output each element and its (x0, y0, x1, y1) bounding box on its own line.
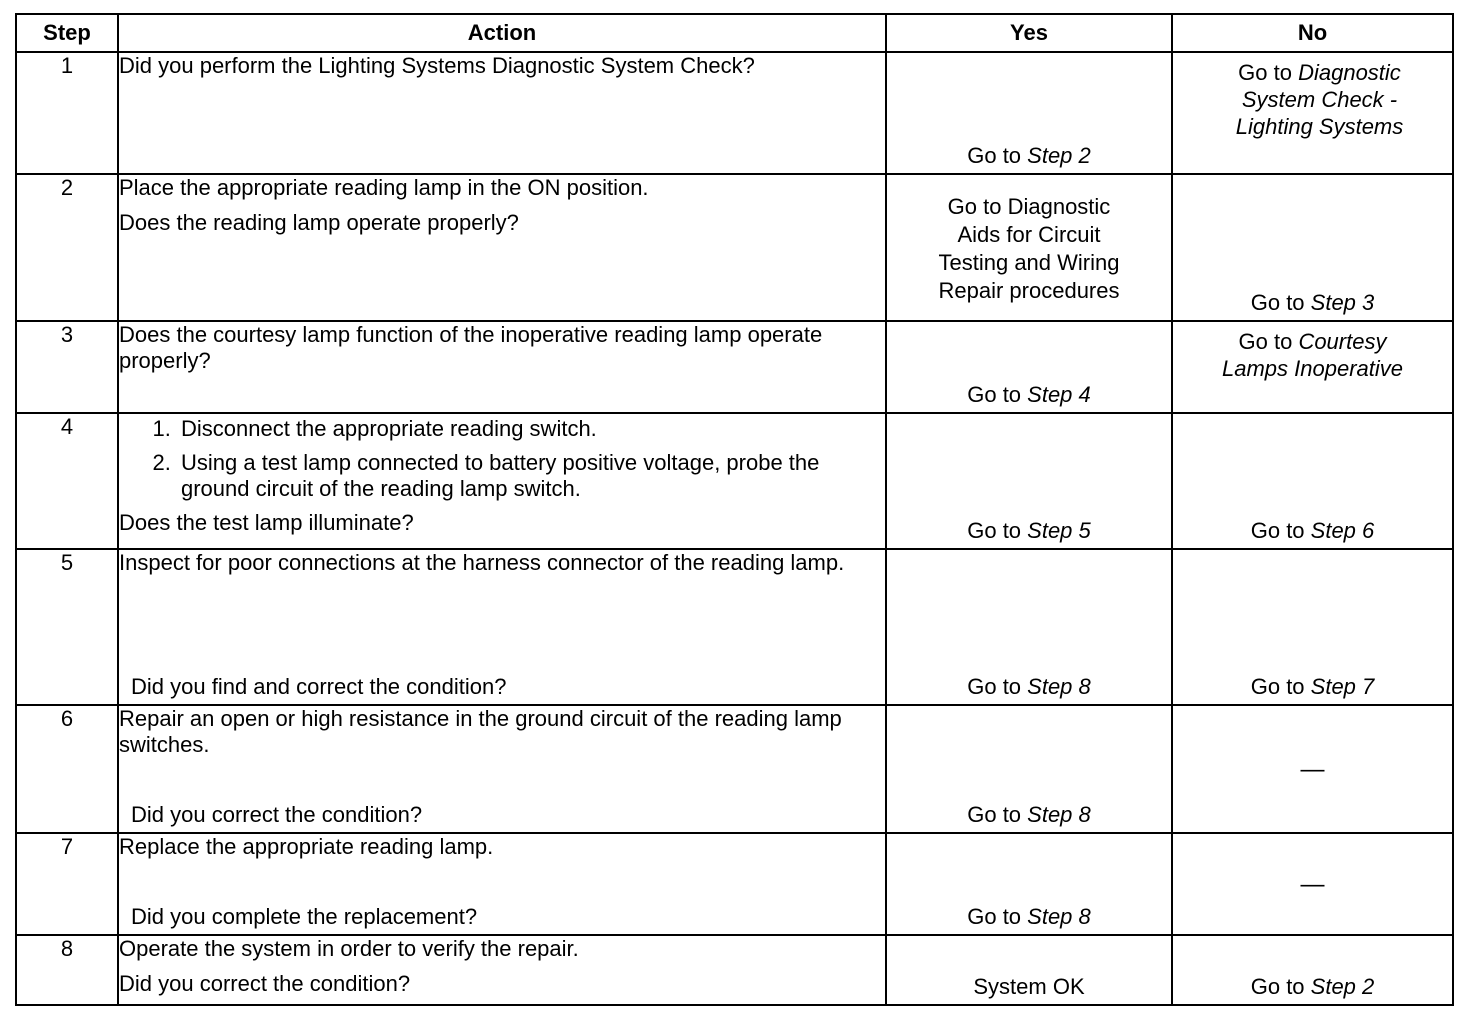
header-row (16, 14, 1453, 52)
action-steps-list (119, 416, 885, 502)
no-cell (1172, 321, 1453, 413)
action-question: Did you complete the replacement? (131, 904, 478, 929)
action-cell (118, 935, 886, 1005)
header-action: Action (118, 14, 886, 52)
no-link[interactable]: Go to Step 2 (1250, 974, 1375, 999)
action-cell (118, 321, 886, 413)
action-question: Did you find and correct the condition? (131, 674, 507, 699)
step-number: 1 (16, 52, 118, 174)
step-number: 5 (16, 549, 118, 705)
yes-result: System OK (973, 974, 1085, 999)
no-cell (1172, 413, 1453, 549)
yes-cell (886, 321, 1172, 413)
action-text: Operate the system in order to verify the repair. (119, 936, 579, 961)
action-text: Did you perform the Lighting Systems Diagnostic System Check? (119, 53, 755, 78)
table-row (16, 833, 1453, 935)
no-link[interactable]: Go to Step 7 (1250, 674, 1375, 699)
table-row (16, 935, 1453, 1005)
step-number: 8 (16, 935, 118, 1005)
table-row (16, 705, 1453, 833)
yes-link[interactable]: Go to Step 4 (967, 382, 1091, 407)
no-answer-dash: — (1300, 756, 1325, 783)
yes-link[interactable]: Go to Step 8 (967, 802, 1091, 827)
action-cell (118, 413, 886, 549)
header-step: Step (16, 14, 118, 52)
yes-cell (886, 705, 1172, 833)
table-row (16, 321, 1453, 413)
step-number: 2 (16, 174, 118, 321)
list-item: 1. Disconnect the appropriate reading switch. (177, 416, 885, 442)
table-row (16, 174, 1453, 321)
yes-cell (886, 174, 1172, 321)
yes-link[interactable]: Go to Step 8 (967, 904, 1091, 929)
no-cell (1172, 705, 1453, 833)
no-cell (1172, 174, 1453, 321)
action-text: Does the courtesy lamp function of the inoperative reading lamp operate properly? (119, 322, 823, 373)
action-question: Does the reading lamp operate properly? (119, 210, 519, 235)
table-row (16, 549, 1453, 705)
action-question: Did you correct the condition? (131, 802, 423, 827)
yes-link[interactable]: Go to Step 5 (967, 518, 1091, 543)
action-cell (118, 833, 886, 935)
header-yes: Yes (886, 14, 1172, 52)
yes-cell (886, 935, 1172, 1005)
no-cell (1172, 549, 1453, 705)
no-link[interactable]: Go to Diagnostic System Check - Lighting Systems (1235, 60, 1404, 139)
action-text: Replace the appropriate reading lamp. (119, 834, 494, 859)
yes-link[interactable]: Go to Step 8 (967, 674, 1091, 699)
no-cell (1172, 52, 1453, 174)
action-cell (118, 174, 886, 321)
no-cell (1172, 833, 1453, 935)
header-no: No (1172, 14, 1453, 52)
no-link[interactable]: Go to Courtesy Lamps Inoperative (1222, 329, 1403, 381)
no-link[interactable]: Go to Step 3 (1250, 290, 1375, 315)
table-row (16, 52, 1453, 174)
yes-cell (886, 52, 1172, 174)
yes-cell (886, 833, 1172, 935)
action-question: Did you correct the condition? (119, 971, 411, 996)
action-text: Inspect for poor connections at the harness connector of the reading lamp. (119, 550, 845, 575)
action-cell (118, 705, 886, 833)
table-row (16, 413, 1453, 549)
no-cell (1172, 935, 1453, 1005)
diagnostic-table (15, 13, 1454, 1006)
step-number: 6 (16, 705, 118, 833)
no-link[interactable]: Go to Step 6 (1250, 518, 1375, 543)
action-text: Place the appropriate reading lamp in the ON position. (119, 175, 649, 200)
no-answer-dash: — (1300, 871, 1325, 898)
step-number: 4 (16, 413, 118, 549)
list-item: 2. Using a test lamp connected to battery positive voltage, probe the ground circuit of the reading lamp switch. (177, 450, 885, 502)
step-number: 7 (16, 833, 118, 935)
action-cell (118, 52, 886, 174)
yes-link[interactable]: Go to Diagnostic Aids for Circuit Testing and Wiring Repair procedures (938, 193, 1120, 303)
action-text: Repair an open or high resistance in the ground circuit of the reading lamp switches. (119, 706, 842, 757)
action-question: Does the test lamp illuminate? (119, 510, 414, 535)
action-cell (118, 549, 886, 705)
yes-link[interactable]: Go to Step 2 (967, 143, 1091, 168)
yes-cell (886, 413, 1172, 549)
step-number: 3 (16, 321, 118, 413)
yes-cell (886, 549, 1172, 705)
